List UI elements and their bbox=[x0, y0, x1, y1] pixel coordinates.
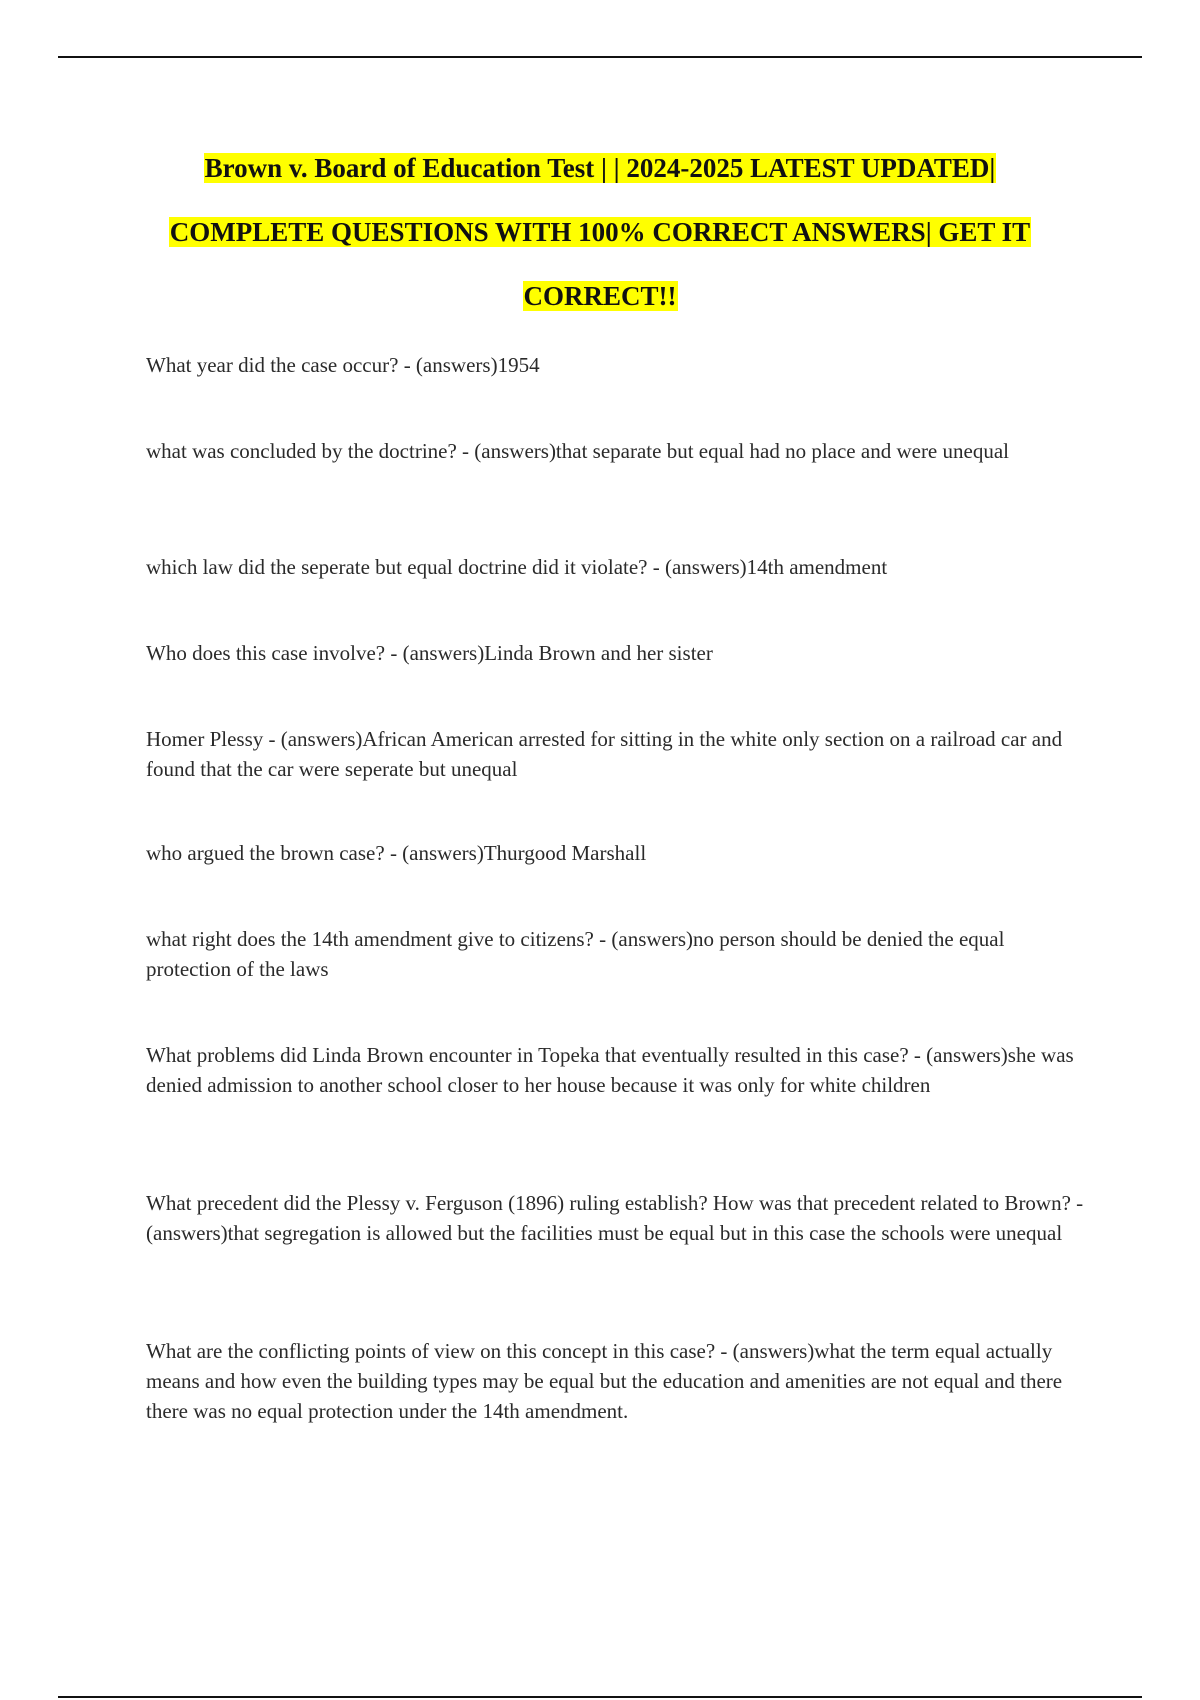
bottom-divider bbox=[58, 1696, 1142, 1698]
qa-item-9: What precedent did the Plessy v. Ferguson (1896) ruling establish? How was that precedent related to Brown? - (answers)that segregation is allowed but the facilities must be equal but in this case the schools were unequal bbox=[146, 1191, 1084, 1245]
qa-item-2: what was concluded by the doctrine? - (answers)that separate but equal had no place and were unequal bbox=[146, 439, 1009, 463]
qa-item-1: What year did the case occur? - (answers)1954 bbox=[146, 353, 540, 377]
qa-item-4: Who does this case involve? - (answers)Linda Brown and her sister bbox=[146, 641, 713, 665]
title-line-2: COMPLETE QUESTIONS WITH 100% CORRECT ANSWERS| GET IT bbox=[169, 217, 1031, 247]
top-divider bbox=[58, 56, 1142, 58]
title-line-3: CORRECT!! bbox=[523, 281, 677, 311]
qa-item-10: What are the conflicting points of view on this concept in this case? - (answers)what the term equal actually means and how even the building types may be equal but the education and amenities are not equal and there there was no equal protection under the 14th amendment. bbox=[146, 1339, 1063, 1423]
qa-item-6: who argued the brown case? - (answers)Thurgood Marshall bbox=[146, 841, 647, 865]
qa-item-8: What problems did Linda Brown encounter in Topeka that eventually resulted in this case? - (answers)she was denied admission to another school closer to her house because it was only for white children bbox=[146, 1043, 1074, 1097]
qa-item-3: which law did the seperate but equal doctrine did it violate? - (answers)14th amendment bbox=[146, 555, 888, 579]
qa-item-5: Homer Plessy - (answers)African American arrested for sitting in the white only section on a railroad car and found that the car were seperate but unequal bbox=[146, 727, 1063, 781]
title-line-1: Brown v. Board of Education Test | | 2024-2025 LATEST UPDATED| bbox=[204, 153, 996, 183]
qa-item-7: what right does the 14th amendment give to citizens? - (answers)no person should be denied the equal protection of the laws bbox=[146, 927, 1005, 981]
document-title bbox=[100, 136, 1100, 328]
